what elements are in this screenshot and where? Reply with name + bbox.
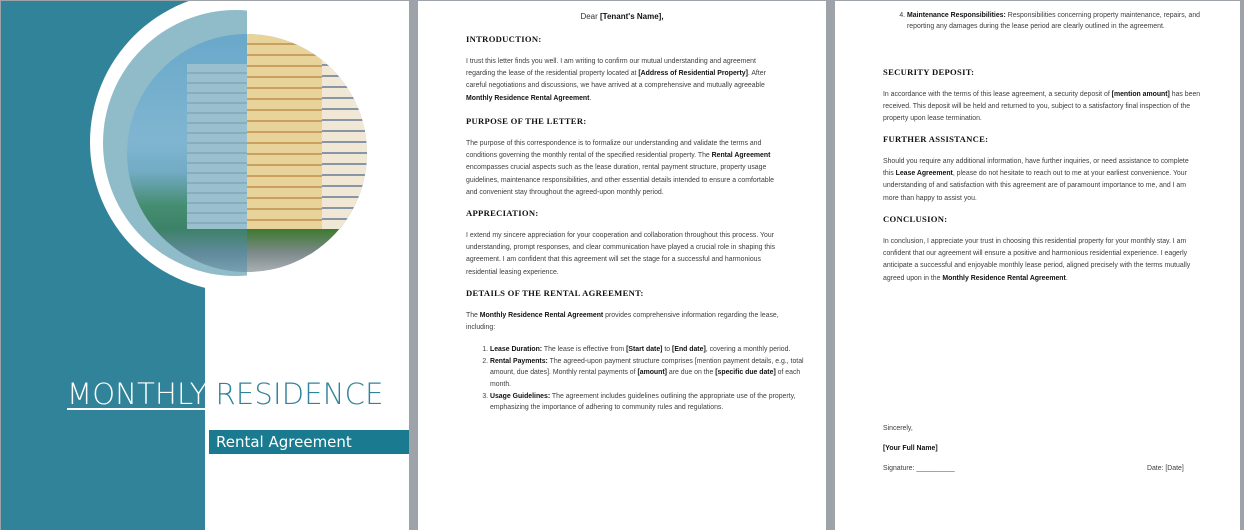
heading-security-deposit: SECURITY DEPOSIT: — [883, 67, 975, 77]
assistance-paragraph — [883, 156, 1201, 205]
closing-name — [883, 445, 938, 452]
list-item-maintenance — [907, 10, 1225, 33]
item-label: Maintenance Responsibilities: — [907, 12, 1006, 19]
item-label: Usage Guidelines: — [490, 392, 551, 400]
text: Should you require any additional information, have further inquiries, or need assistance to complete this — [883, 158, 1189, 178]
text: . — [589, 94, 592, 102]
cover-page — [1, 1, 409, 530]
text: The purpose of this correspondence is to formalize our understanding and validate the terms and conditions governing the monthly rental of the specified residential property. The — [466, 140, 762, 160]
due-date-placeholder: [specific due date] — [715, 369, 776, 377]
text: Responsibilities concerning property maintenance, repairs, and reporting any damages during the lease period are clearly outlined in the agreement. — [907, 12, 1200, 31]
heading-conclusion: CONCLUSION: — [883, 214, 948, 224]
your-name-placeholder: [Your Full Name] — [883, 445, 938, 452]
introduction-paragraph — [466, 56, 784, 105]
text: , please do not hesitate to reach out to me at your earliest convenience. Your understanding of and satisfaction with this agreement are of paramount importance to me, and I am more than happy to assist you. — [883, 170, 1187, 202]
text: The agreement includes guidelines outlining the appropriate use of the property, emphasizing the importance of adhering to community rules and regulations. — [490, 392, 796, 412]
building-right — [322, 44, 367, 229]
heading-details: DETAILS OF THE RENTAL AGREEMENT: — [466, 288, 644, 298]
heading-introduction: INTRODUCTION: — [466, 34, 542, 44]
amount-placeholder: [amount] — [637, 369, 667, 377]
text: provides comprehensive information regarding the lease, including: — [466, 312, 779, 332]
photo-tint-overlay — [127, 34, 247, 272]
list-item-lease-duration — [490, 344, 808, 355]
tenant-name-placeholder: [Tenant's Name], — [600, 12, 664, 21]
salutation — [418, 12, 826, 21]
cover-title-word2: RESIDENCE — [215, 377, 384, 411]
letter-page-2 — [835, 1, 1240, 530]
text: The agreed-upon payment structure comprises [mention payment details, e.g., total amount, due dates]. Monthly rental payments of — [490, 357, 804, 377]
cover-title — [67, 377, 384, 411]
heading-further-assistance: FURTHER ASSISTANCE: — [883, 134, 989, 144]
cover-title-word1: MONTHLY — [67, 377, 208, 411]
text: of each month. — [490, 369, 801, 388]
address-placeholder: [Address of Residential Property] — [638, 70, 748, 78]
text: The — [466, 312, 480, 319]
text: , covering a monthly period. — [705, 346, 791, 353]
heading-purpose: PURPOSE OF THE LETTER: — [466, 116, 587, 126]
agreement-name: Monthly Residence Rental Agreement — [942, 274, 1066, 282]
conclusion-paragraph — [883, 236, 1201, 285]
text: are due on the — [666, 369, 716, 377]
text: In conclusion, I appreciate your trust in choosing this residential property for your monthly stay. I am confident that our agreement will ensure a positive and harmonious residential experience. I eagerly anticipate a successful and enjoyable monthly lease period, aligned precisely with the terms mutually agreed upon in the — [883, 238, 1191, 282]
item-label: Rental Payments: — [490, 357, 548, 365]
date-field: Date: [Date] — [1147, 465, 1184, 472]
text: . — [1065, 274, 1068, 282]
cover-subtitle-bar: Rental Agreement — [209, 430, 409, 454]
text: In accordance with the terms of this lease agreement, a security deposit of — [883, 91, 1112, 98]
text: has been received. This deposit will be held and returned to you, subject to a satisfactory final inspection of the property upon lease termination. — [883, 91, 1201, 123]
start-date-placeholder: [Start date] — [626, 346, 663, 353]
text: The lease is effective from — [542, 346, 627, 353]
text: to — [662, 346, 673, 353]
details-list — [466, 344, 808, 414]
list-item-rental-payments — [490, 356, 808, 390]
end-date-placeholder: [End date] — [672, 346, 706, 353]
salutation-prefix: Dear — [580, 12, 600, 21]
text: I trust this letter finds you well. I am writing to confirm our mutual understanding and agreement regarding the lease of the residential property located at — [466, 58, 756, 78]
closing-sincerely: Sincerely, — [883, 425, 913, 432]
deposit-amount-placeholder: [mention amount] — [1111, 91, 1170, 98]
security-paragraph — [883, 89, 1201, 126]
agreement-name: Monthly Residence Rental Agreement — [466, 94, 590, 102]
letter-page-1 — [418, 1, 826, 530]
heading-appreciation: APPRECIATION: — [466, 208, 539, 218]
purpose-paragraph — [466, 138, 784, 199]
text: . After careful negotiations and discussions, we have arrived at a comprehensive and mutually agreeable — [466, 70, 766, 90]
lease-agreement-bold: Lease Agreement — [895, 170, 953, 178]
agreement-name: Monthly Residence Rental Agreement — [479, 312, 604, 319]
signature-line: Signature: __________ — [883, 465, 955, 472]
rental-agreement-bold: Rental Agreement — [711, 152, 771, 160]
appreciation-paragraph: I extend my sincere appreciation for your cooperation and collaboration throughout this process. Your understanding, prompt responses, and clear communication have played a crucial role in shaping this agreement. I am confident that this agreement will set the stage for a successful and harmonious residential leasing experience. — [466, 232, 776, 276]
text: encompasses crucial aspects such as the lease duration, rental payment structure, property usage guidelines, maintenance responsibilities, and other essential details intended to ensure a comfortable and convenient stay throughout the agreed-upon monthly period. — [466, 164, 774, 196]
details-list-continued — [883, 10, 1225, 33]
details-intro — [466, 310, 784, 334]
list-item-usage-guidelines — [490, 391, 808, 414]
item-label: Lease Duration: — [490, 346, 543, 353]
building-photo — [127, 34, 367, 272]
